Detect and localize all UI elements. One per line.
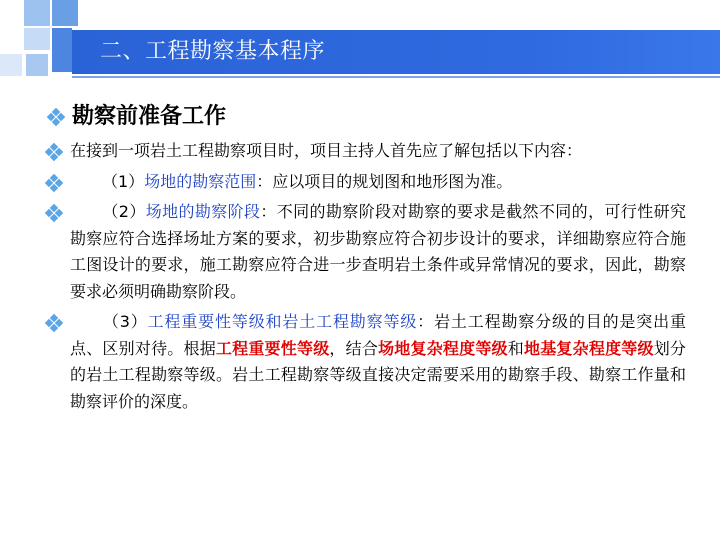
page-title: 二、工程勘察基本程序 [100,39,326,64]
paragraph-text: ：不同的勘察阶段对勘察的要求是截然不同的，可行性研究勘察应符合选择场址方案的要求，初步勘察应符合初步设计的要求，详细勘察应符合施工图设计的要求，施工勘察应符合进一步查明岩土条件或异常情况的要求，因此，勘察要求必须明确勘察阶段。 [70,202,686,301]
paragraph-text: 和 [507,338,524,358]
item-number: （1） [102,171,145,191]
diamond-bullet-icon [48,109,64,125]
paragraph-grade [46,309,686,415]
item-number: （3） [102,312,148,331]
paragraph-text: ，结合 [329,338,379,358]
paragraph-text: 划分的岩土工程勘察等级。岩土工程勘察等级直接决定需要采用的勘察手段、勘察工作量和勘察评价的深度。 [70,338,686,411]
diamond-bullet-icon [46,144,62,160]
paragraph-text: ：岩土工程勘察分级的目的是突出重点、区别对待。根据 [70,312,686,358]
content-body [46,100,686,419]
title-divider [72,76,720,78]
diamond-bullet-icon [46,175,62,191]
paragraph-intro [46,138,686,165]
term-stage: 场地的勘察阶段 [145,202,261,221]
term-scope: 场地的勘察范围 [144,171,257,191]
paragraph-scope [46,169,686,196]
diamond-bullet-icon [46,205,62,221]
emphasis-foundation-complexity: 地基复杂程度等级 [524,338,654,358]
heading-text: 勘察前准备工作 [72,104,227,129]
emphasis-site-complexity: 场地复杂程度等级 [378,338,508,358]
paragraph-text: 在接到一项岩土工程勘察项目时，项目主持人首先应了解包括以下内容： [70,141,583,160]
paragraph-text: ：应以项目的规划图和地形图为准。 [256,171,513,191]
section-heading [46,100,686,134]
item-number: （2） [102,202,146,221]
emphasis-importance: 工程重要性等级 [215,338,330,358]
paragraph-stage [46,199,686,305]
term-grade: 工程重要性等级和岩土工程勘察等级 [147,312,418,331]
diamond-bullet-icon [46,315,62,331]
